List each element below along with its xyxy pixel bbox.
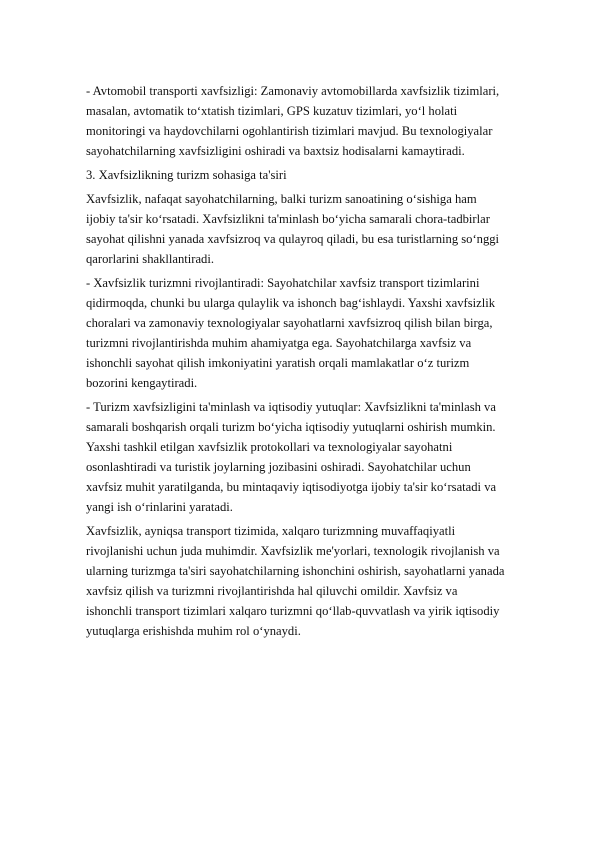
text-line: ishonchli transport tizimlari xalqaro turizmni qo‘llab-quvvatlash va yirik iqtisodiy — [86, 604, 500, 618]
text-line: sayohatchilarning xavfsizligini oshiradi va baxtsiz hodisalarni kamaytiradi. — [86, 144, 465, 158]
text-line: Xavfsizlik, ayniqsa transport tizimida, xalqaro turizmning muvaffaqiyatli — [86, 524, 456, 538]
text-line: Yaxshi tashkil etilgan xavfsizlik protokollari va texnologiyalar sayohatni — [86, 440, 453, 454]
text-line: masalan, avtomatik to‘xtatish tizimlari, GPS kuzatuv tizimlari, yo‘l holati — [86, 104, 458, 118]
text-line: Xavfsizlik, nafaqat sayohatchilarning, balki turizm sanoatining o‘sishiga ham — [86, 192, 477, 206]
text-line: rivojlanishi uchun juda muhimdir. Xavfsizlik me'yorlari, texnologik rivojlanish va — [86, 544, 500, 558]
document-body — [86, 81, 564, 645]
paragraph-car-safety — [86, 81, 564, 161]
text-line: xavfsiz qilish va turizmni rivojlantirishda hal qiluvchi omildir. Xavfsiz va — [86, 584, 458, 598]
text-line: samarali boshqarish orqali turizm bo‘yicha iqtisodiy yutuqlarni oshirish mumkin. — [86, 420, 496, 434]
text-line: xavfsiz muhit yaratilganda, bu mintaqaviy iqtisodiyotga ijobiy ta'sir ko‘rsatadi va — [86, 480, 497, 494]
text-line: yangi ish o‘rinlarini yaratadi. — [86, 500, 233, 514]
text-line: osonlashtiradi va turistik joylarning jozibasini oshiradi. Sayohatchilar uchun — [86, 460, 471, 474]
text-line: monitoringi va haydovchilarni ogohlantirish tizimlari mavjud. Bu texnologiyalar — [86, 124, 493, 138]
text-line: - Avtomobil transporti xavfsizligi: Zamonaviy avtomobillarda xavfsizlik tizimlari, — [86, 84, 500, 98]
section-heading-text: 3. Xavfsizlikning turizm sohasiga ta'siri — [86, 168, 287, 182]
paragraph-conclusion — [86, 521, 564, 641]
text-line: qidirmoqda, chunki bu ularga qulaylik va ishonch bag‘ishlaydi. Yaxshi xavfsizlik — [86, 296, 496, 310]
text-line: sayohat qilishni yanada xavfsizroq va qulayroq qiladi, bu esa turistlarning so‘nggi — [86, 232, 500, 246]
text-line: yutuqlarga erishishda muhim rol o‘ynaydi. — [86, 624, 301, 638]
paragraph-economic-gains — [86, 397, 564, 517]
text-line: ijobiy ta'sir ko‘rsatadi. Xavfsizlikni ta'minlash bo‘yicha samarali chora-tadbirlar — [86, 212, 490, 226]
text-line: - Xavfsizlik turizmni rivojlantiradi: Sayohatchilar xavfsiz transport tizimlarini — [86, 276, 480, 290]
text-line: qarorlarini shakllantiradi. — [86, 252, 214, 266]
text-line: turizmni rivojlantirishda muhim ahamiyatga ega. Sayohatchilarga xavfsiz va — [86, 336, 472, 350]
text-line: choralari va zamonaviy texnologiyalar sayohatlarni xavfsizroq qilish bilan birga, — [86, 316, 493, 330]
text-line: ularning turizmga ta'siri sayohatchilarning ishonchini oshirish, sayohatlarni yanada — [86, 564, 505, 578]
text-line: - Turizm xavfsizligini ta'minlash va iqtisodiy yutuqlar: Xavfsizlikni ta'minlash va — [86, 400, 496, 414]
text-line: ishonchli sayohat qilish imkoniyatini yaratish orqali mamlakatlar o‘z turizm — [86, 356, 470, 370]
section-heading — [86, 165, 564, 185]
text-line: bozorini kengaytiradi. — [86, 376, 198, 390]
paragraph-tourism-development — [86, 273, 564, 393]
paragraph-tourism-impact — [86, 189, 564, 269]
